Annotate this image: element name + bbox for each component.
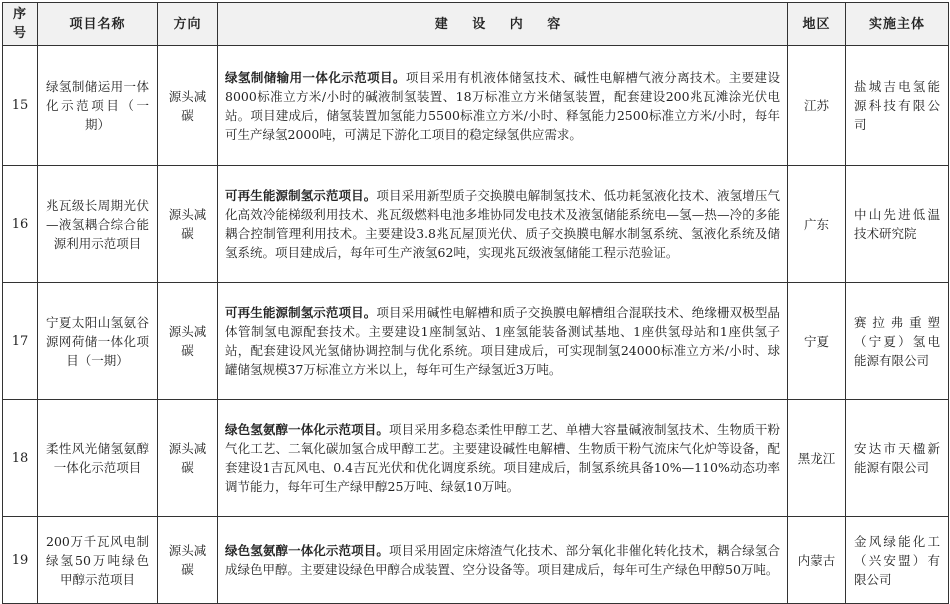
row-entity: 金风绿能化工（兴安盟）有限公司 <box>846 517 949 604</box>
row-direction: 源头减碳 <box>158 283 218 400</box>
header-entity: 实施主体 <box>846 3 949 46</box>
table-row <box>3 166 949 283</box>
row-direction: 源头减碳 <box>158 400 218 517</box>
header-seq: 序号 <box>3 3 38 46</box>
row-content-title: 可再生能源制氢示范项目。 <box>225 305 377 320</box>
row-content-body: 项目采用固定床熔渣气化技术、部分氧化非催化转化技术，耦合绿氢合成绿色甲醇。主要建设绿色甲醇合成装置、空分设备等。项目建成后，每年可生产绿色甲醇50万吨。 <box>225 543 780 577</box>
row-seq: 16 <box>3 166 38 283</box>
row-content <box>218 283 788 400</box>
row-region: 宁夏 <box>788 283 846 400</box>
row-content <box>218 517 788 604</box>
row-content-body: 项目采用有机液体储氢技术、碱性电解槽气液分离技术。主要建设8000标准立方米/小时的碱液制氢装置、18万标准立方米储氢装置，配套建设200兆瓦滩涂光伏电站。项目建成后，储氢装置加氢能力5500标准立方米/小时、释氢能力2500标准立方米/小时，每年可生产绿氢2000吨，可满足下游化工项目的稳定绿氢供应需求。 <box>225 69 780 142</box>
row-region: 黑龙江 <box>788 400 846 517</box>
row-content-title: 绿色氢氨醇一体化示范项目。 <box>225 543 390 558</box>
row-content-body: 项目采用多稳态柔性甲醇工艺、单槽大容量碱液制氢技术、生物质干粉气化工艺、二氧化碳加氢合成甲醇工艺。主要建设碱性电解槽、生物质干粉气流床气化炉等设备，配套建设1吉瓦风电、0.4吉瓦光伏和优化调度系统。项目建成后，制氢系统具备10%—110%动态功率调节能力，每年可生产绿甲醇25万吨、绿氨10万吨。 <box>225 422 780 494</box>
header-content: 建 设 内 容 <box>218 3 788 46</box>
table-row <box>3 517 949 604</box>
row-entity: 安达市天楹新能源有限公司 <box>846 400 949 517</box>
header-region: 地区 <box>788 3 846 46</box>
header-direction: 方向 <box>158 3 218 46</box>
row-content-title: 绿色氢氨醇一体化示范项目。 <box>225 422 390 437</box>
row-seq: 18 <box>3 400 38 517</box>
row-content-title: 绿氢制储输用一体化示范项目。 <box>225 69 406 85</box>
header-row <box>3 3 949 46</box>
row-project-name: 200万千瓦风电制绿氢50万吨绿色甲醇示范项目 <box>38 517 158 604</box>
project-table <box>2 2 949 604</box>
row-region: 江苏 <box>788 46 846 166</box>
row-content <box>218 166 788 283</box>
row-project-name: 兆瓦级长周期光伏—液氢耦合综合能源利用示范项目 <box>38 166 158 283</box>
row-entity: 盐城吉电氢能源科技有限公司 <box>846 46 949 166</box>
row-content-body: 项目采用新型质子交换膜电解制氢技术、低功耗氢液化技术、液氢增压气化高效冷能梯级利用技术、兆瓦级燃料电池多堆协同发电技术及液氢储能系统电—氢—热—冷的多能耦合控制管理利用技术。主要建设3.8兆瓦屋顶光伏、质子交换膜电解水制氢系统、氢液化系统及储氢系统。项目建成后，每年可生产液氢62吨，实现兆瓦级液氢储能工程示范验证。 <box>225 188 780 260</box>
row-content-body: 项目采用碱性电解槽和质子交换膜电解槽组合混联技术、绝缘栅双极型晶体管制氢电源配套技术。主要建设1座制氢站、1座氢能装备测试基地、1座供氢母站和1座供氢子站，配套建设风光氢储协调控制与优化系统。项目建成后，可实现制氢24000标准立方米/小时、球罐储氢规模37万标准立方米以上，每年可生产绿氢近3万吨。 <box>225 305 780 377</box>
header-name: 项目名称 <box>38 3 158 46</box>
table-row <box>3 283 949 400</box>
row-project-name: 宁夏太阳山氢氨谷源网荷储一体化项目（一期） <box>38 283 158 400</box>
row-seq: 19 <box>3 517 38 604</box>
row-entity: 中山先进低温技术研究院 <box>846 166 949 283</box>
row-direction: 源头减碳 <box>158 46 218 166</box>
row-region: 广东 <box>788 166 846 283</box>
row-content <box>218 46 788 166</box>
row-content-title: 可再生能源制氢示范项目。 <box>225 188 377 203</box>
row-direction: 源头减碳 <box>158 166 218 283</box>
row-seq: 17 <box>3 283 38 400</box>
row-region: 内蒙古 <box>788 517 846 604</box>
row-direction: 源头减碳 <box>158 517 218 604</box>
table-row <box>3 400 949 517</box>
row-seq: 15 <box>3 46 38 166</box>
table-row <box>3 46 949 166</box>
row-project-name: 柔性风光储氢氨醇一体化示范项目 <box>38 400 158 517</box>
row-entity: 赛拉弗重塑（宁夏）氢电能源有限公司 <box>846 283 949 400</box>
row-project-name: 绿氢制储运用一体化示范项目（一期） <box>38 46 158 166</box>
row-content <box>218 400 788 517</box>
